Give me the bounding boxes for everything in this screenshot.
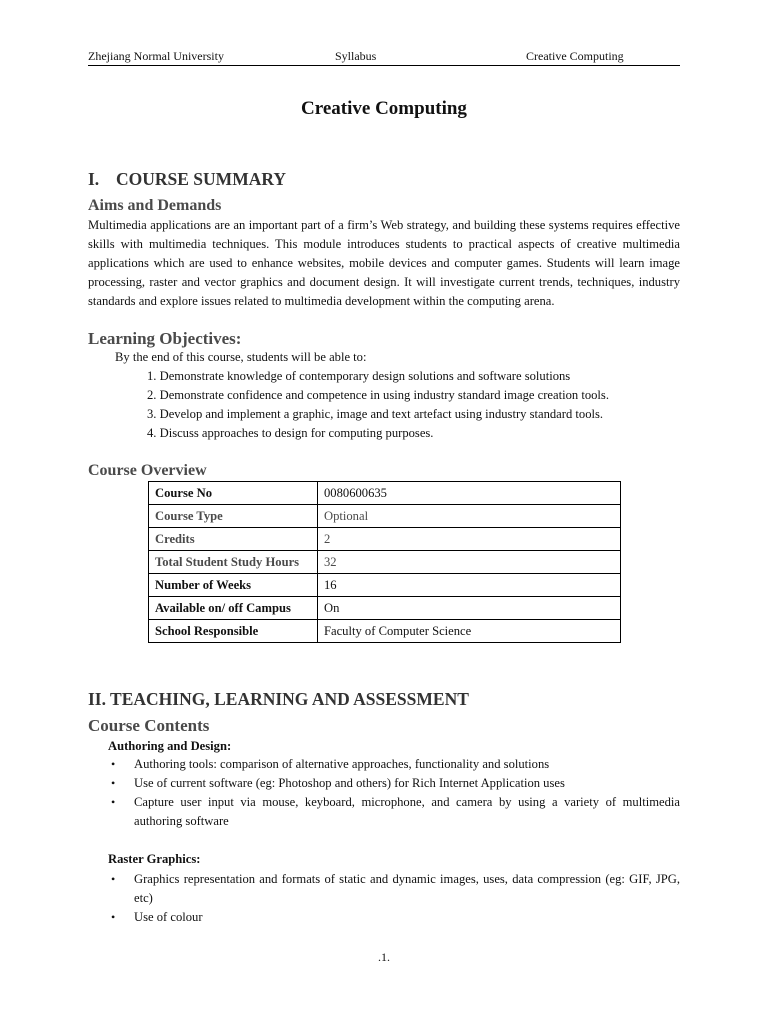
bullet-icon: • [111,910,116,924]
group-title-authoring: Authoring and Design: [108,739,232,753]
list-item [108,793,680,831]
page-number: .1. [378,950,390,964]
document-page [88,0,680,1024]
bullet-icon: • [111,776,116,790]
table-value: On [318,597,621,620]
table-row [149,597,621,620]
table-value: 16 [318,574,621,597]
table-key: Total Student Study Hours [149,551,318,574]
objective-item: 2. Demonstrate confidence and competence in using industry standard image creation tools. [147,388,609,402]
list-item-text: Use of current software (eg: Photoshop and others) for Rich Internet Application uses [134,776,565,790]
bullet-icon: • [111,757,116,771]
table-row [149,574,621,597]
list-item-text: Authoring tools: comparison of alternative approaches, functionality and solutions [134,757,550,771]
list-item-text: Capture user input via mouse, keyboard, microphone, and camera by using a variety of multimedia authoring software [134,795,680,828]
list-item [108,755,680,774]
objective-item: 4. Discuss approaches to design for computing purposes. [147,426,434,440]
authoring-bullet-list [108,755,680,831]
section-title: COURSE SUMMARY [116,169,287,189]
header-course-name: Creative Computing [526,49,624,63]
objective-item: 1. Demonstrate knowledge of contemporary design solutions and software solutions [147,369,571,383]
table-key: Course Type [149,505,318,528]
section-heading-course-summary [88,169,286,189]
aims-heading: Aims and Demands [88,197,222,214]
bullet-icon: • [111,795,116,809]
list-item [108,870,680,908]
table-row [149,620,621,643]
table-key: Available on/ off Campus [149,597,318,620]
header-university: Zhejiang Normal University [88,49,224,63]
bullet-icon: • [111,872,116,886]
aims-paragraph: Multimedia applications are an important part of a firm’s Web strategy, and building these systems requires effective skills with multimedia techniques. This module introduces students to practical aspects of creative multimedia applications which are used to enhance websites, mobile devices and computer games. Students will learn image processing, raster and vector graphics and document design. It will investigate current trends, techniques, industry standards and explore issues related to multimedia development within the computing arena. [88,218,680,308]
running-header [88,50,680,66]
table-value: Optional [318,505,621,528]
table-value: 2 [318,528,621,551]
table-row [149,505,621,528]
table-row [149,551,621,574]
list-item-text: Graphics representation and formats of static and dynamic images, uses, data compression (eg: GIF, JPG, etc) [134,872,680,905]
contents-heading: Course Contents [88,716,210,735]
header-doc-type: Syllabus [335,49,377,63]
list-item [108,908,680,927]
table-key: Credits [149,528,318,551]
table-row [149,528,621,551]
list-item-text: Use of colour [134,910,203,924]
list-item [108,774,680,793]
objective-item: 3. Develop and implement a graphic, image and text artefact using industry standard tools. [147,407,604,421]
group-title-raster: Raster Graphics: [108,852,201,866]
raster-bullet-list [108,870,680,927]
table-key: School Responsible [149,620,318,643]
table-value: 0080600635 [318,482,621,505]
document-title: Creative Computing [301,98,467,119]
objectives-list [147,367,609,443]
section-number: I. [88,169,100,189]
course-overview-table [148,481,621,643]
objectives-intro: By the end of this course, students will be able to: [115,350,367,364]
table-value: 32 [318,551,621,574]
table-value: Faculty of Computer Science [318,620,621,643]
table-row [149,482,621,505]
section-heading-teaching: II. TEACHING, LEARNING AND ASSESSMENT [88,689,469,709]
overview-heading: Course Overview [88,462,207,479]
table-key: Course No [149,482,318,505]
table-key: Number of Weeks [149,574,318,597]
objectives-heading: Learning Objectives: [88,329,242,348]
